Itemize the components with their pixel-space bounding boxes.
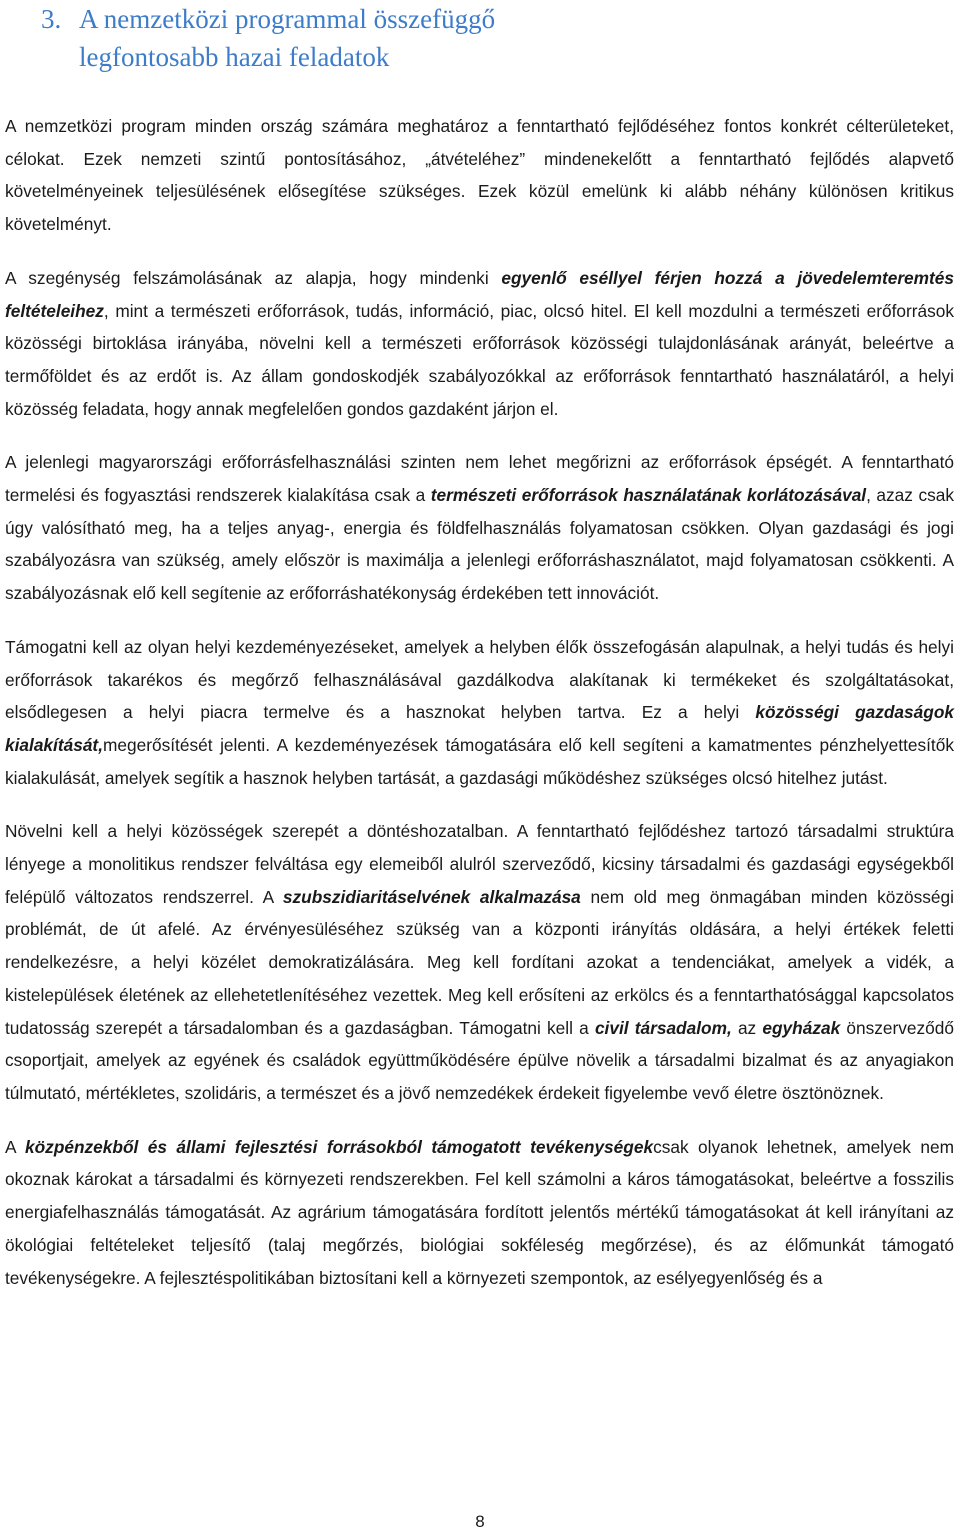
emphasized-phrase: természeti erőforrások használatának korlátozásával — [430, 485, 867, 506]
text-run: A jelenlegi magyarországi erőforrásfelhasználási szinten nem lehet megőrizni az erőforrások épségét. A fenntartható termelési és fogyasztási rendszerek kialakítása csak a — [5, 452, 954, 506]
text-run: A szegénység felszámolásának az alapja, hogy mindenki — [5, 267, 502, 288]
emphasized-phrase: közpénzekből és állami fejlesztési forrásokból támogatott tevékenységek — [25, 1136, 654, 1157]
text-run: , azaz csak úgy valósítható meg, ha a teljes anyag-, energia és földfelhasználás folyamatosan csökken. Olyan gazdasági és jogi szabályozásra van szükség, amely először is maximálja a jelenlegi erőforráshasználatot, majd folyamatosan csökkenti. A szabályozásnak elő kell segítenie az erőforráshatékonyság érdekében tett innovációt. — [5, 485, 954, 604]
text-run: Növelni kell a helyi közösségek szerepét a döntéshozatalban. A fenntartható fejlődéshez tartozó társadalmi struktúra lényege a monolitikus rendszer felváltása egy elemeiből alulról szerveződő, kicsiny társadalmi és gazdasági egységekből felépülő változatos rendszerrel. A — [5, 821, 954, 907]
emphasized-phrase: közösségi gazdaságok kialakítását, — [5, 702, 954, 755]
emphasized-phrase: egyházak — [762, 1017, 841, 1038]
text-run: az — [731, 1017, 763, 1038]
text-run: megerősítését jelenti. A kezdeményezések támogatására elő kell segíteni a kamatmentes pénzhelyettesítők kialakulását, amelyek segítik a hasznok helyben tartását, a gazdasági működéshez szükséges olcsó hitelhez jutást. — [5, 734, 954, 788]
heading-line-2: legfontosabb hazai feladatok — [79, 42, 390, 72]
section-number: 3. — [41, 4, 62, 34]
emphasized-phrase: szubszidiaritáselvének alkalmazása — [282, 886, 581, 907]
text-run: A nemzetközi program minden ország számára meghatároz a fenntartható fejlődéséhez fontos konkrét célterületeket, célokat. Ezek nemzeti szintű pontosításához, „átvételéhez” mindenekelőtt a fenntartható fejlődés alapvető követelményeinek teljesülésének elősegítése szükséges. Ezek közül emelünk ki alább néhány különösen kritikus követelményt. — [5, 116, 954, 235]
section-heading — [5, 0, 954, 76]
page-number: 8 — [475, 1512, 485, 1531]
text-run: Támogatni kell az olyan helyi kezdeményezéseket, amelyek a helyben élők összefogásán alapulnak, a helyi tudás és helyi erőforrások takarékos és megőrző felhasználásával gazdálkodva alakítanak ki termékeket és szolgáltatásokat, elsődlegesen a helyi piacra termelve és a hasznokat helyben tartva. Ez a helyi — [5, 636, 954, 723]
text-run: nem old meg önmagában minden közösségi problémát, de út afelé. Az érvényesüléséhez szükség van a központi irányítás oldására, a helyi értékek feletti rendelkezésre, a helyi közélet demokratizálására. Meg kell fordítani azokat a tendenciákat, amelyek a vidék, a kistelepülések életének az ellehetetlenítéséhez vezettek. Meg kell erősíteni az erkölcs és a fenntarthatósággal kapcsolatos tudatosság szerepét a társadalomban és a gazdaságban. Támogatni kell a — [5, 886, 954, 1038]
paragraph-communities — [5, 815, 954, 1109]
text-run: önszerveződő csoportjait, amelyek az egyének és családok együttműködésére épülve növelik a társadalmi bizalmat és az anyagiakon túlmutató, mértékletes, szolidáris, a természet és a jövő nemzedékek érdekeit figyelembe vevő életre ösztönöznek. — [5, 1017, 954, 1103]
paragraph-poverty — [5, 262, 954, 426]
emphasized-phrase: civil társadalom, — [594, 1017, 732, 1038]
paragraph-intro — [5, 110, 954, 241]
paragraph-resources — [5, 446, 954, 610]
text-run: csak olyanok lehetnek, amelyek nem okoznak károkat a társadalmi és környezeti rendszerekben. Fel kell számolni a káros támogatásokat, beleértve a fosszilis energiafelhasználás támogatását. Az agrárium támogatására fordított jelentős mértékű támogatásokat át kell irányítani az ökológiai feltételeket teljesítő (talaj megőrzés, biológiai sokféleség megőrzése), és az élőmunkát támogató tevékenységekre. A fejlesztéspolitikában biztosítani kell a környezeti szempontok, az esélyegyenlőség és a — [5, 1136, 954, 1288]
paragraph-local-initiatives — [5, 631, 954, 795]
heading-line-1: A nemzetközi programmal összefüggő — [79, 4, 496, 34]
paragraph-public-funds — [5, 1131, 954, 1295]
emphasized-phrase: egyenlő eséllyel férjen hozzá a jövedelemteremtés feltételeihez — [5, 267, 955, 321]
text-run: A — [5, 1136, 26, 1157]
text-run: , mint a természeti erőforrások, tudás, információ, piac, olcsó hitel. El kell mozdulni a természeti erőforrások közösségi birtoklása irányába, növelni kell a természeti erőforrások közösségi tulajdonlásának arányát, beleértve a termőföldet és az erdőt is. Az állam gondoskodjék szabályozókkal az erőforrások fenntartható használatáról, a helyi közösség feladata, hogy annak megfelelően gondos gazdaként járjon el. — [5, 300, 954, 419]
